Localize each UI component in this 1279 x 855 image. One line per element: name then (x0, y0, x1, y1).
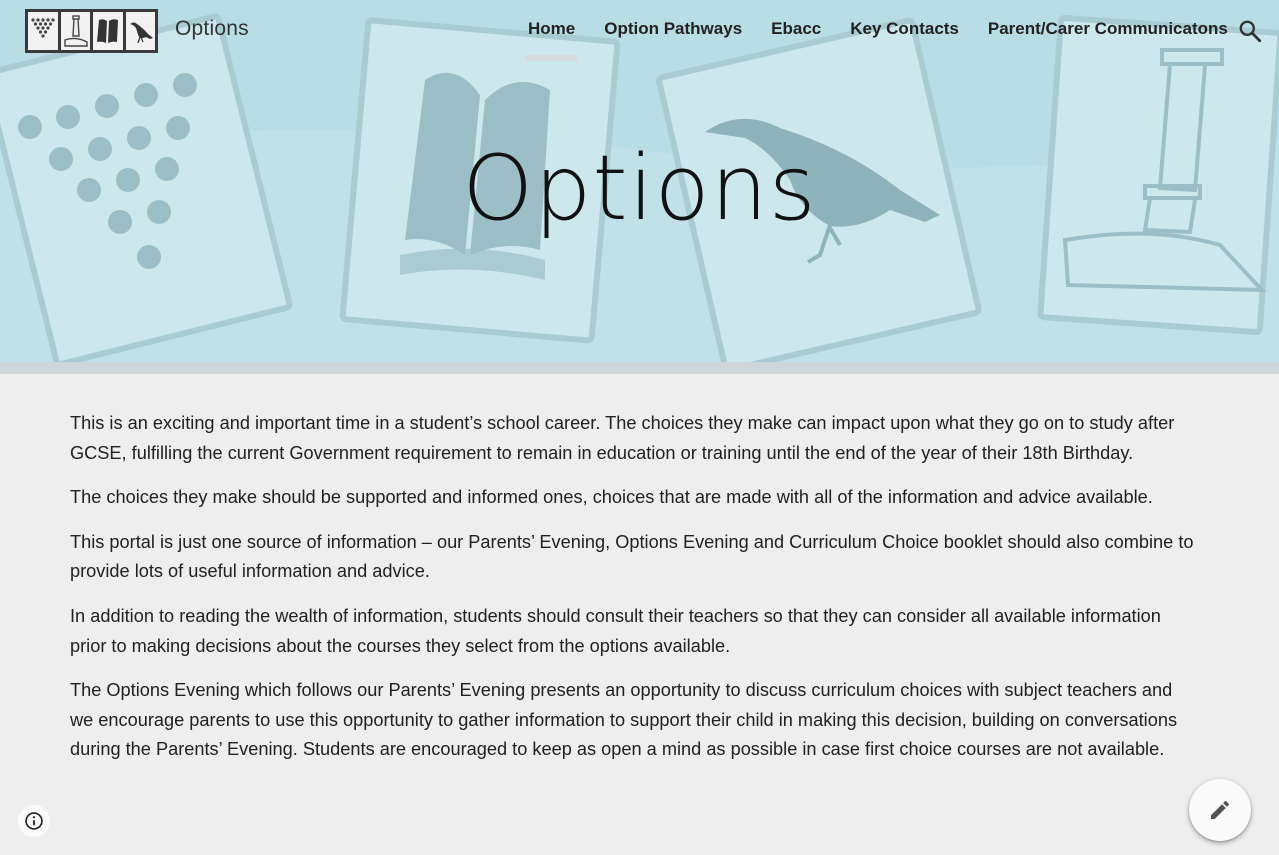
page-title: Options (462, 136, 817, 241)
content-paragraph: This portal is just one source of information – our Parents’ Evening, Options Evening and Curriculum Choice booklet should also combine to provide lots of useful information and advice. (70, 531, 1194, 582)
hero-divider (0, 362, 1279, 374)
logo-bird-tile (126, 12, 156, 50)
logo-book-tile (93, 12, 123, 50)
site-logo[interactable] (25, 9, 158, 53)
search-icon (1237, 18, 1263, 44)
nav-item-ebacc[interactable]: Ebacc (771, 19, 822, 38)
info-icon (24, 811, 44, 831)
main-content (70, 409, 1200, 780)
site-title[interactable]: Options (175, 17, 249, 40)
top-navigation-bar (0, 0, 1279, 62)
content-paragraph: The choices they make should be supported and informed ones, choices that are made with all of the information and advice available. (70, 487, 1153, 508)
edit-button[interactable] (1189, 779, 1251, 841)
main-nav (528, 19, 1228, 39)
site-info-button[interactable] (18, 805, 50, 837)
pencil-edit-icon (1208, 798, 1232, 822)
content-paragraph: The Options Evening which follows our Parents’ Evening presents an opportunity to discuss curriculum choices with subject teachers and we encourage parents to use this opportunity to gather information to support their child in making this decision, building on conversations during the Parents’ Evening. Students are encouraged to keep as open a mind as possible in case first choice courses are not available. (70, 680, 1178, 760)
nav-item-home[interactable]: Home (528, 19, 576, 38)
content-paragraph: In addition to reading the wealth of information, students should consult their teachers so that they can consider all available information prior to making decisions about the courses they select from the options available. (70, 605, 1161, 656)
nav-item-key-contacts[interactable]: Key Contacts (850, 19, 959, 38)
search-button[interactable] (1237, 18, 1263, 44)
nav-item-option-pathways[interactable]: Option Pathways (604, 19, 743, 38)
logo-dots-tile (28, 12, 58, 50)
logo-lighthouse-tile (61, 12, 91, 50)
nav-item-parent-carer-communications[interactable]: Parent/Carer Communicatons (987, 19, 1228, 38)
content-paragraph: This is an exciting and important time in a student’s school career. The choices they make can impact upon what they go on to study after GCSE, fulfilling the current Government requirement to remain in education or training until the end of the year of their 18th Birthday. (70, 413, 1175, 463)
